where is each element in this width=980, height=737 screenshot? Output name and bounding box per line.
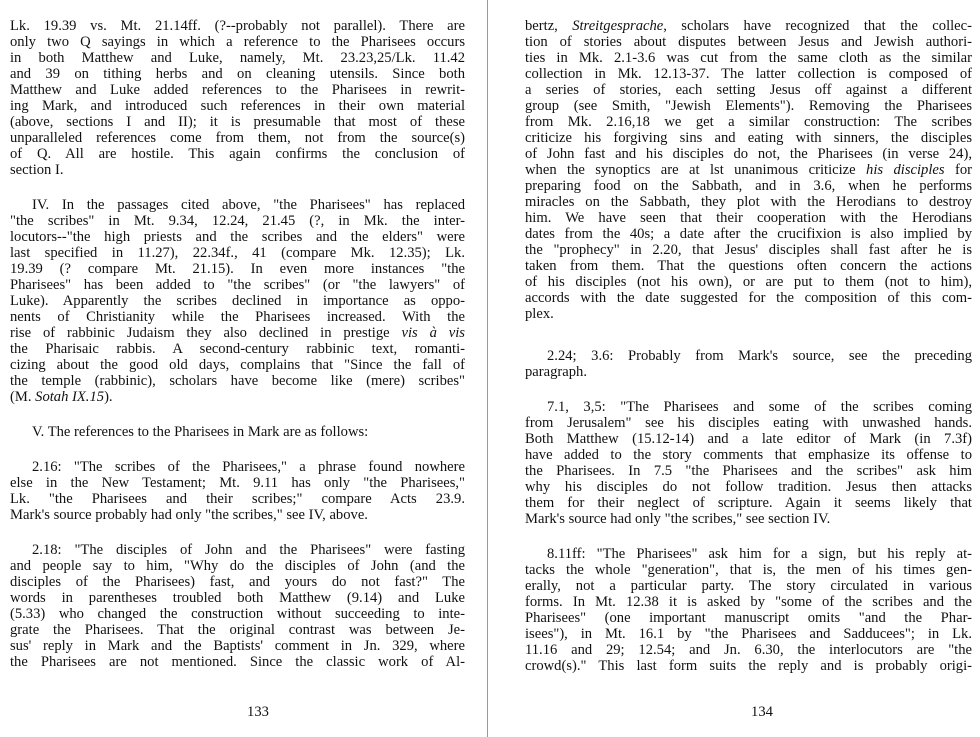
text-line: Lk. 19.39 vs. Mt. 21.14ff. (?--probably not parallel). There are bbox=[10, 18, 465, 34]
text-line: rise of rabbinic Judaism they also declined in prestige vis à vis bbox=[10, 325, 465, 341]
text-line: ing Mark, and introduced such references in their own material bbox=[10, 98, 465, 114]
text-line: last specified in 11.27), 22.34f., 41 (compare Mk. 12.35); Lk. bbox=[10, 245, 465, 261]
text-line: 19.39 (? compare Mt. 21.15). In even more instances "the bbox=[10, 261, 465, 277]
text-line: him. We have seen that their cooperation with the Herodians bbox=[525, 210, 972, 226]
text-line: erally, not a particular party. The story circulated in various bbox=[525, 578, 972, 594]
page-134 bbox=[525, 0, 972, 737]
text-line: sus' reply in Mark and the Baptists' comment in Jn. 329, where bbox=[10, 638, 465, 654]
page-number: 133 bbox=[247, 704, 269, 720]
text-line: criticize his forgiving sins and eating with sinners, the disciples bbox=[525, 130, 972, 146]
text-line: miracles on the Sabbath, they plot with the Herodians to destroy bbox=[525, 194, 972, 210]
text-line: of his disciples (not his own), or are put to them (not to him), bbox=[525, 274, 972, 290]
text-line: "the scribes" in Mt. 9.34, 12.24, 21.45 (?, in Mk. the inter- bbox=[10, 213, 465, 229]
text-line: have added to the story comments that emphasize its offense to bbox=[525, 447, 972, 463]
text-line: 7.1, 3,5: "The Pharisees and some of the scribes coming bbox=[547, 399, 972, 415]
text-line: forms. In Mt. 12.38 it is asked by "some of the scribes and the bbox=[525, 594, 972, 610]
text-line: Matthew and Luke added references to the Pharisees in rewrit- bbox=[10, 82, 465, 98]
text-line: of Q. All are hostile. This again confirms the conclusion of bbox=[10, 146, 465, 162]
text-line: (5.33) who changed the construction without succeeding to inte- bbox=[10, 606, 465, 622]
text-line: Mark's source had only "the scribes," see section IV. bbox=[525, 511, 831, 527]
gutter-divider bbox=[487, 0, 488, 737]
text-line: accords with the date suggested for the composition of this com- bbox=[525, 290, 972, 306]
text-line: why his disciples do not follow tradition. Jesus then attacks bbox=[525, 479, 972, 495]
text-line: paragraph. bbox=[525, 364, 587, 380]
text-line: the "prophecy" in 2.20, that Jesus' disciples shall fast after he is bbox=[525, 242, 972, 258]
text-line: when the synoptics are at lst unanimous criticize his disciples for bbox=[525, 162, 972, 178]
text-line: the Pharisees. In 7.5 "the Pharisees and the scribes" ask him bbox=[525, 463, 972, 479]
text-line: cizing about the good old days, complains that "Since the fall of bbox=[10, 357, 465, 373]
text-line: nents of Christianity while the Pharisees increased. With the bbox=[10, 309, 465, 325]
text-line: from Jerusalem" see his disciples eating with unwashed hands. bbox=[525, 415, 972, 431]
text-line: Pharisees" (one important manuscript omits "and the Phar- bbox=[525, 610, 972, 626]
text-line: collection in Mk. 12.13-37. The latter collection is composed of bbox=[525, 66, 972, 82]
text-line: Mark's source probably had only "the scribes," see IV, above. bbox=[10, 507, 368, 523]
text-line: 11.16 and 29; 12.54; and Jn. 6.30, the interlocutors are "the bbox=[525, 642, 972, 658]
text-line: a series of stories, each setting Jesus off against a different bbox=[525, 82, 972, 98]
text-line: preparing food on the Sabbath, and in 3.6, when he performs bbox=[525, 178, 972, 194]
text-line: plex. bbox=[525, 306, 554, 322]
text-line: tion of stories about disputes between Jesus and Jewish authori- bbox=[525, 34, 972, 50]
page-number: 134 bbox=[751, 704, 773, 720]
text-line: grate the Pharisees. That the original contrast was between Je- bbox=[10, 622, 465, 638]
text-line: IV. In the passages cited above, "the Pharisees" has replaced bbox=[32, 197, 465, 213]
text-line: the temple (rabbinic), scholars have become like (mere) scribes" bbox=[10, 373, 465, 389]
text-line: words in parentheses troubled both Matthew (9.14) and Luke bbox=[10, 590, 465, 606]
text-line: of John fast and his disciples do not, the Pharisees (in verse 24), bbox=[525, 146, 972, 162]
text-line: isees"), in Mt. 16.1 by "the Pharisees and Sadducees"; in Lk. bbox=[525, 626, 972, 642]
text-line: (M. Sotah IX.15). bbox=[10, 389, 113, 405]
text-line: dates from the 40s; a date after the crucifixion is also implied by bbox=[525, 226, 972, 242]
text-line: bertz, Streitgesprache, scholars have recognized that the collec- bbox=[525, 18, 972, 34]
text-line: ties in Mk. 2.1-3.6 was cut from the same cloth as the similar bbox=[525, 50, 972, 66]
text-line: and people say to him, "Why do the disciples of John (and the bbox=[10, 558, 465, 574]
text-line: (above, sections I and II); it is presumable that most of these bbox=[10, 114, 465, 130]
text-line: V. The references to the Pharisees in Mark are as follows: bbox=[32, 424, 369, 440]
text-line: tacks the whole "generation", that is, the men of his times gen- bbox=[525, 562, 972, 578]
text-line: section I. bbox=[10, 162, 64, 178]
text-line: locutors--"the high priests and the scribes and the elders" were bbox=[10, 229, 465, 245]
text-line: from Mk. 2.16,18 we get a similar construction: The scribes bbox=[525, 114, 972, 130]
text-line: Luke). Apparently the scribes declined in importance as oppo- bbox=[10, 293, 465, 309]
text-line: crowd(s)." This last form suits the reply and is probably origi- bbox=[525, 658, 972, 674]
text-line: 2.18: "The disciples of John and the Pharisees" were fasting bbox=[32, 542, 465, 558]
text-line: 2.24; 3.6: Probably from Mark's source, see the preceding bbox=[547, 348, 972, 364]
text-line: group (see Smith, "Jewish Elements"). Removing the Pharisees bbox=[525, 98, 972, 114]
text-line: Pharisees" has been added to "the scribes" (or "the lawyers" of bbox=[10, 277, 465, 293]
text-line: 8.11ff: "The Pharisees" ask him for a sign, but his reply at- bbox=[547, 546, 972, 562]
text-line: taken from them. That the questions often concern the actions bbox=[525, 258, 972, 274]
text-line: Both Matthew (15.12-14) and a late editor of Mark (in 7.3f) bbox=[525, 431, 972, 447]
text-line: and 39 on tithing herbs and on cleaning utensils. Since both bbox=[10, 66, 465, 82]
text-line: the Pharisaic rabbis. A second-century rabbinic text, romanti- bbox=[10, 341, 465, 357]
text-line: unparalleled references come from them, not from the source(s) bbox=[10, 130, 465, 146]
text-line: them for their neglect of scripture. Again it seems likely that bbox=[525, 495, 972, 511]
text-line: the Pharisees are not mentioned. Since the classic work of Al- bbox=[10, 654, 465, 670]
text-line: in both Matthew and Luke, namely, Mt. 23.23,25/Lk. 11.42 bbox=[10, 50, 465, 66]
text-line: only two Q sayings in which a reference to the Pharisees occurs bbox=[10, 34, 465, 50]
text-line: Lk. "the Pharisees and their scribes;" compare Acts 23.9. bbox=[10, 491, 465, 507]
page-133 bbox=[10, 0, 465, 737]
text-line: 2.16: "The scribes of the Pharisees," a phrase found nowhere bbox=[32, 459, 465, 475]
text-line: disciples of the Pharisees) fast, and yours do not fast?" The bbox=[10, 574, 465, 590]
text-line: else in the New Testament; Mt. 9.11 has only "the Pharisees," bbox=[10, 475, 465, 491]
